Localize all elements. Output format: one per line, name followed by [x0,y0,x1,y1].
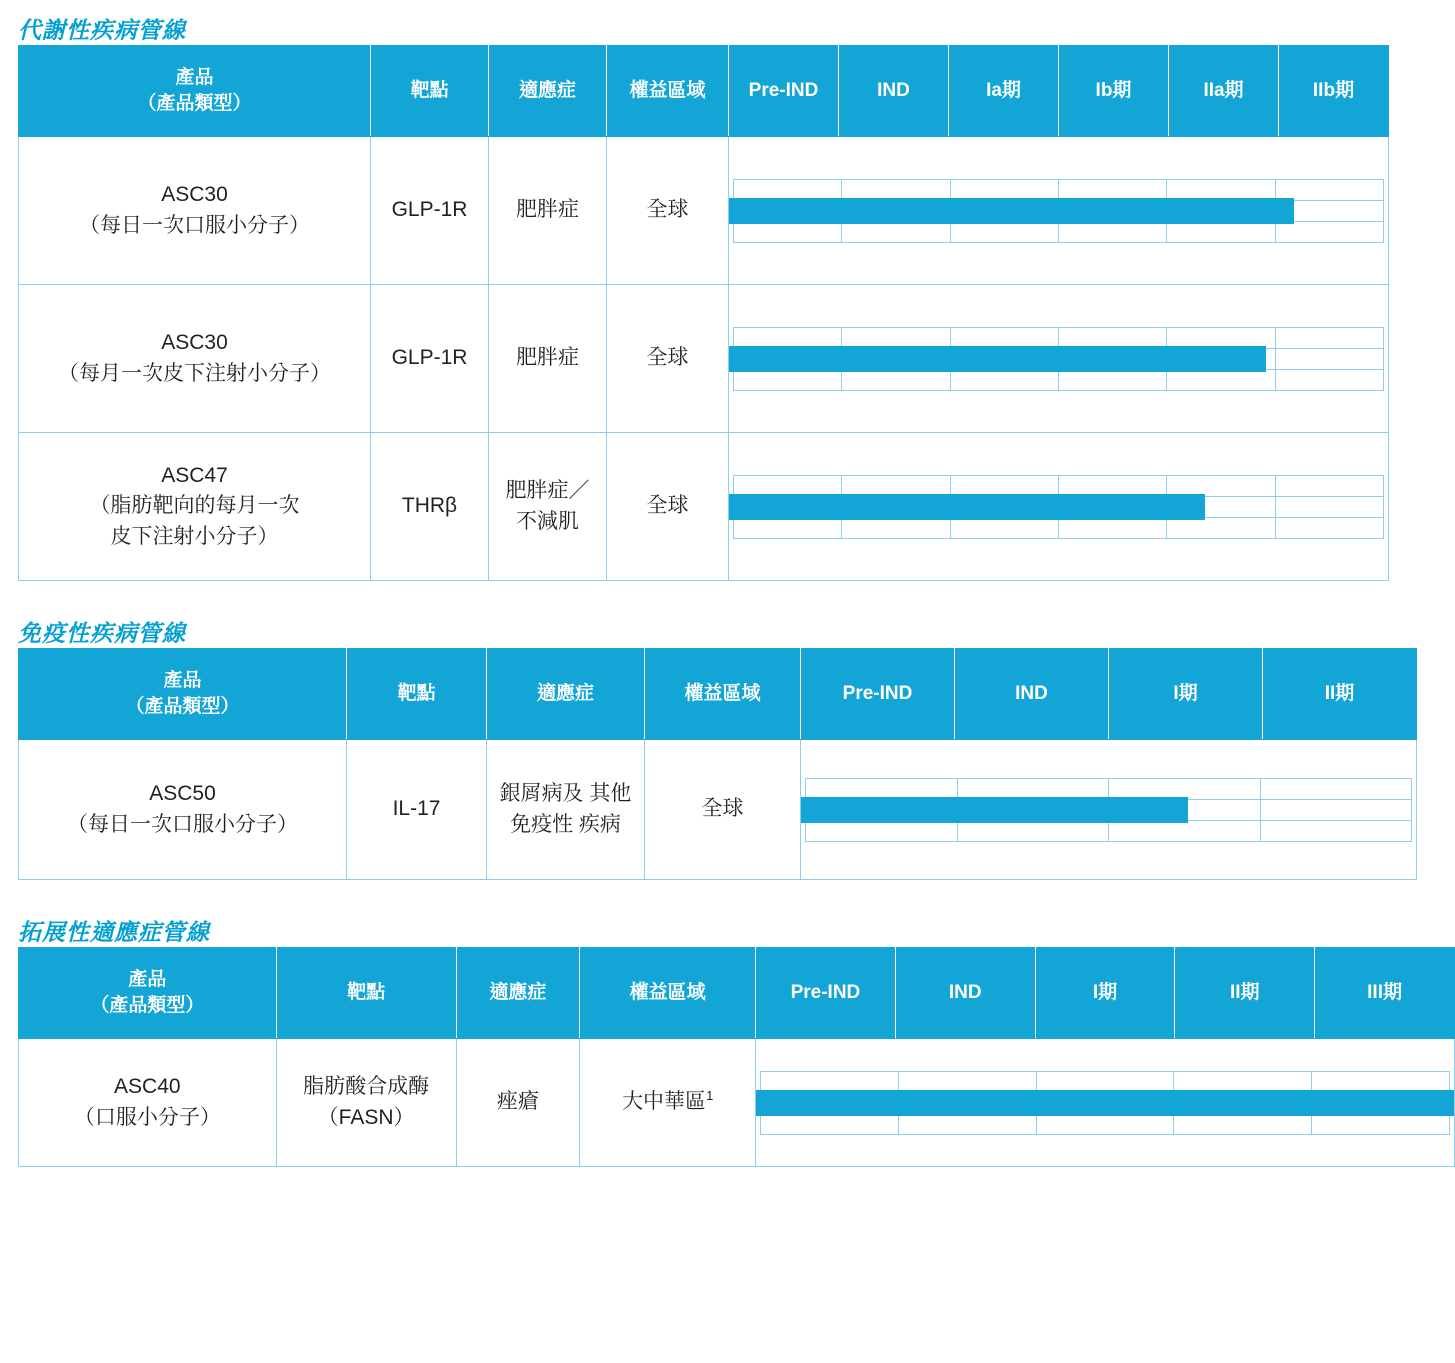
col-header-indication: 適應症 [456,948,580,1039]
cell-phase-bars [729,137,1389,285]
col-header-phase-iii: III期 [1315,948,1455,1039]
phase-cell [1260,799,1412,820]
phase-cell [1275,327,1383,348]
phase-cell [761,1113,899,1134]
table-header-row [19,649,1417,740]
cell-indication: 肥胖症／ 不減肌 [489,433,607,581]
col-header-product: 產品 （產品類型） [19,948,277,1039]
cell-product: ASC40 （口服小分子） [19,1039,277,1167]
phase-cell [1058,517,1166,538]
col-header-target: 靶點 [347,649,487,740]
col-header-phase-i: I期 [1109,649,1263,740]
section-immunology [0,615,1455,880]
table-row [19,740,1417,880]
table-wrap-metabolic [0,45,1455,581]
cell-phase-bars [756,1039,1455,1167]
cell-product: ASC50 （每日一次口服小分子） [19,740,347,880]
phase-cell [1275,475,1383,496]
phase-cell [842,369,950,390]
phase-cell [734,221,842,242]
table-row [19,1039,1455,1167]
col-header-phase-ind: IND [955,649,1109,740]
progress-bar [729,494,1205,520]
col-header-target: 靶點 [371,46,489,137]
phase-cell [898,1113,1036,1134]
col-header-phase-i: I期 [1035,948,1175,1039]
phase-cell [1058,369,1166,390]
col-header-phase-pre-ind: Pre-IND [801,649,955,740]
cell-product: ASC30 （每日一次口服小分子） [19,137,371,285]
table-header-row [19,948,1455,1039]
phase-cell [842,517,950,538]
table-header-row [19,46,1389,137]
cell-phase-bars [729,285,1389,433]
col-header-phase-pre-ind: Pre-IND [756,948,896,1039]
progress-bar [729,346,1266,372]
col-header-product: 產品 （產品類型） [19,46,371,137]
col-header-phase-ii: II期 [1263,649,1417,740]
col-header-region: 權益區域 [580,948,756,1039]
col-header-phase-iia: IIa期 [1169,46,1279,137]
phase-cell [1275,369,1383,390]
progress-bar [729,198,1294,224]
cell-region: 全球 [607,433,729,581]
phase-cell [1312,1113,1450,1134]
phase-cell [1109,820,1261,841]
section-title-metabolic: 代謝性疾病管線 [18,17,186,43]
cell-region: 全球 [607,285,729,433]
cell-target: GLP-1R [371,137,489,285]
phase-cell [950,517,1058,538]
phase-cell [950,369,1058,390]
cell-target: 脂肪酸合成酶 （FASN） [276,1039,456,1167]
phase-cell [1275,517,1383,538]
cell-target: THRβ [371,433,489,581]
region-label: 大中華區 [622,1090,707,1114]
col-header-target: 靶點 [276,948,456,1039]
col-header-indication: 適應症 [487,649,645,740]
phase-cell [950,221,1058,242]
col-header-region: 權益區域 [607,46,729,137]
table-row [19,137,1389,285]
cell-region [580,1039,756,1167]
table-row [19,285,1389,433]
cell-region: 全球 [645,740,801,880]
cell-indication: 肥胖症 [489,137,607,285]
cell-phase-bars [729,433,1389,581]
progress-bar [756,1090,1454,1116]
col-header-phase-ia: Ia期 [949,46,1059,137]
cell-indication: 銀屑病及 其他免疫性 疾病 [487,740,645,880]
col-header-phase-ib: Ib期 [1059,46,1169,137]
section-title-immunology: 免疫性疾病管線 [18,620,186,646]
phase-cell [842,221,950,242]
col-header-phase-ind: IND [895,948,1035,1039]
section-title-expanded: 拓展性適應症管線 [18,919,210,945]
cell-phase-bars [801,740,1417,880]
section-metabolic [0,12,1455,581]
col-header-phase-ind: IND [839,46,949,137]
cell-product: ASC30 （每月一次皮下注射小分子） [19,285,371,433]
pipeline-table-immunology [18,648,1417,880]
phase-cell [1036,1113,1174,1134]
pipeline-table-expanded [18,947,1455,1167]
phase-cell [1058,221,1166,242]
phase-cell [806,820,958,841]
col-header-product: 產品 （產品類型） [19,649,347,740]
cell-indication: 肥胖症 [489,285,607,433]
cell-region: 全球 [607,137,729,285]
footnote-marker: 1 [706,1088,714,1104]
phase-cell [1260,820,1412,841]
phase-cell [957,820,1109,841]
table-row [19,433,1389,581]
pipeline-page [0,12,1455,1363]
phase-cell [734,369,842,390]
progress-bar [801,797,1188,823]
cell-indication: 痤瘡 [456,1039,580,1167]
phase-cell [734,517,842,538]
phase-cell [1275,496,1383,517]
col-header-phase-ii: II期 [1175,948,1315,1039]
phase-cell [1167,221,1275,242]
col-header-phase-pre-ind: Pre-IND [729,46,839,137]
table-wrap-expanded [0,947,1455,1167]
table-wrap-immunology [0,648,1455,880]
phase-cell [1167,517,1275,538]
col-header-region: 權益區域 [645,649,801,740]
phase-cell [1260,778,1412,799]
phase-cell [1275,348,1383,369]
section-expanded-indications [0,914,1455,1167]
phase-cell [1167,369,1275,390]
cell-product: ASC47 （脂肪靶向的每月一次 皮下注射小分子） [19,433,371,581]
col-header-phase-iib: IIb期 [1279,46,1389,137]
cell-target: IL-17 [347,740,487,880]
pipeline-table-metabolic [18,45,1389,581]
phase-cell [1174,1113,1312,1134]
cell-target: GLP-1R [371,285,489,433]
col-header-indication: 適應症 [489,46,607,137]
phase-cell [1275,221,1383,242]
